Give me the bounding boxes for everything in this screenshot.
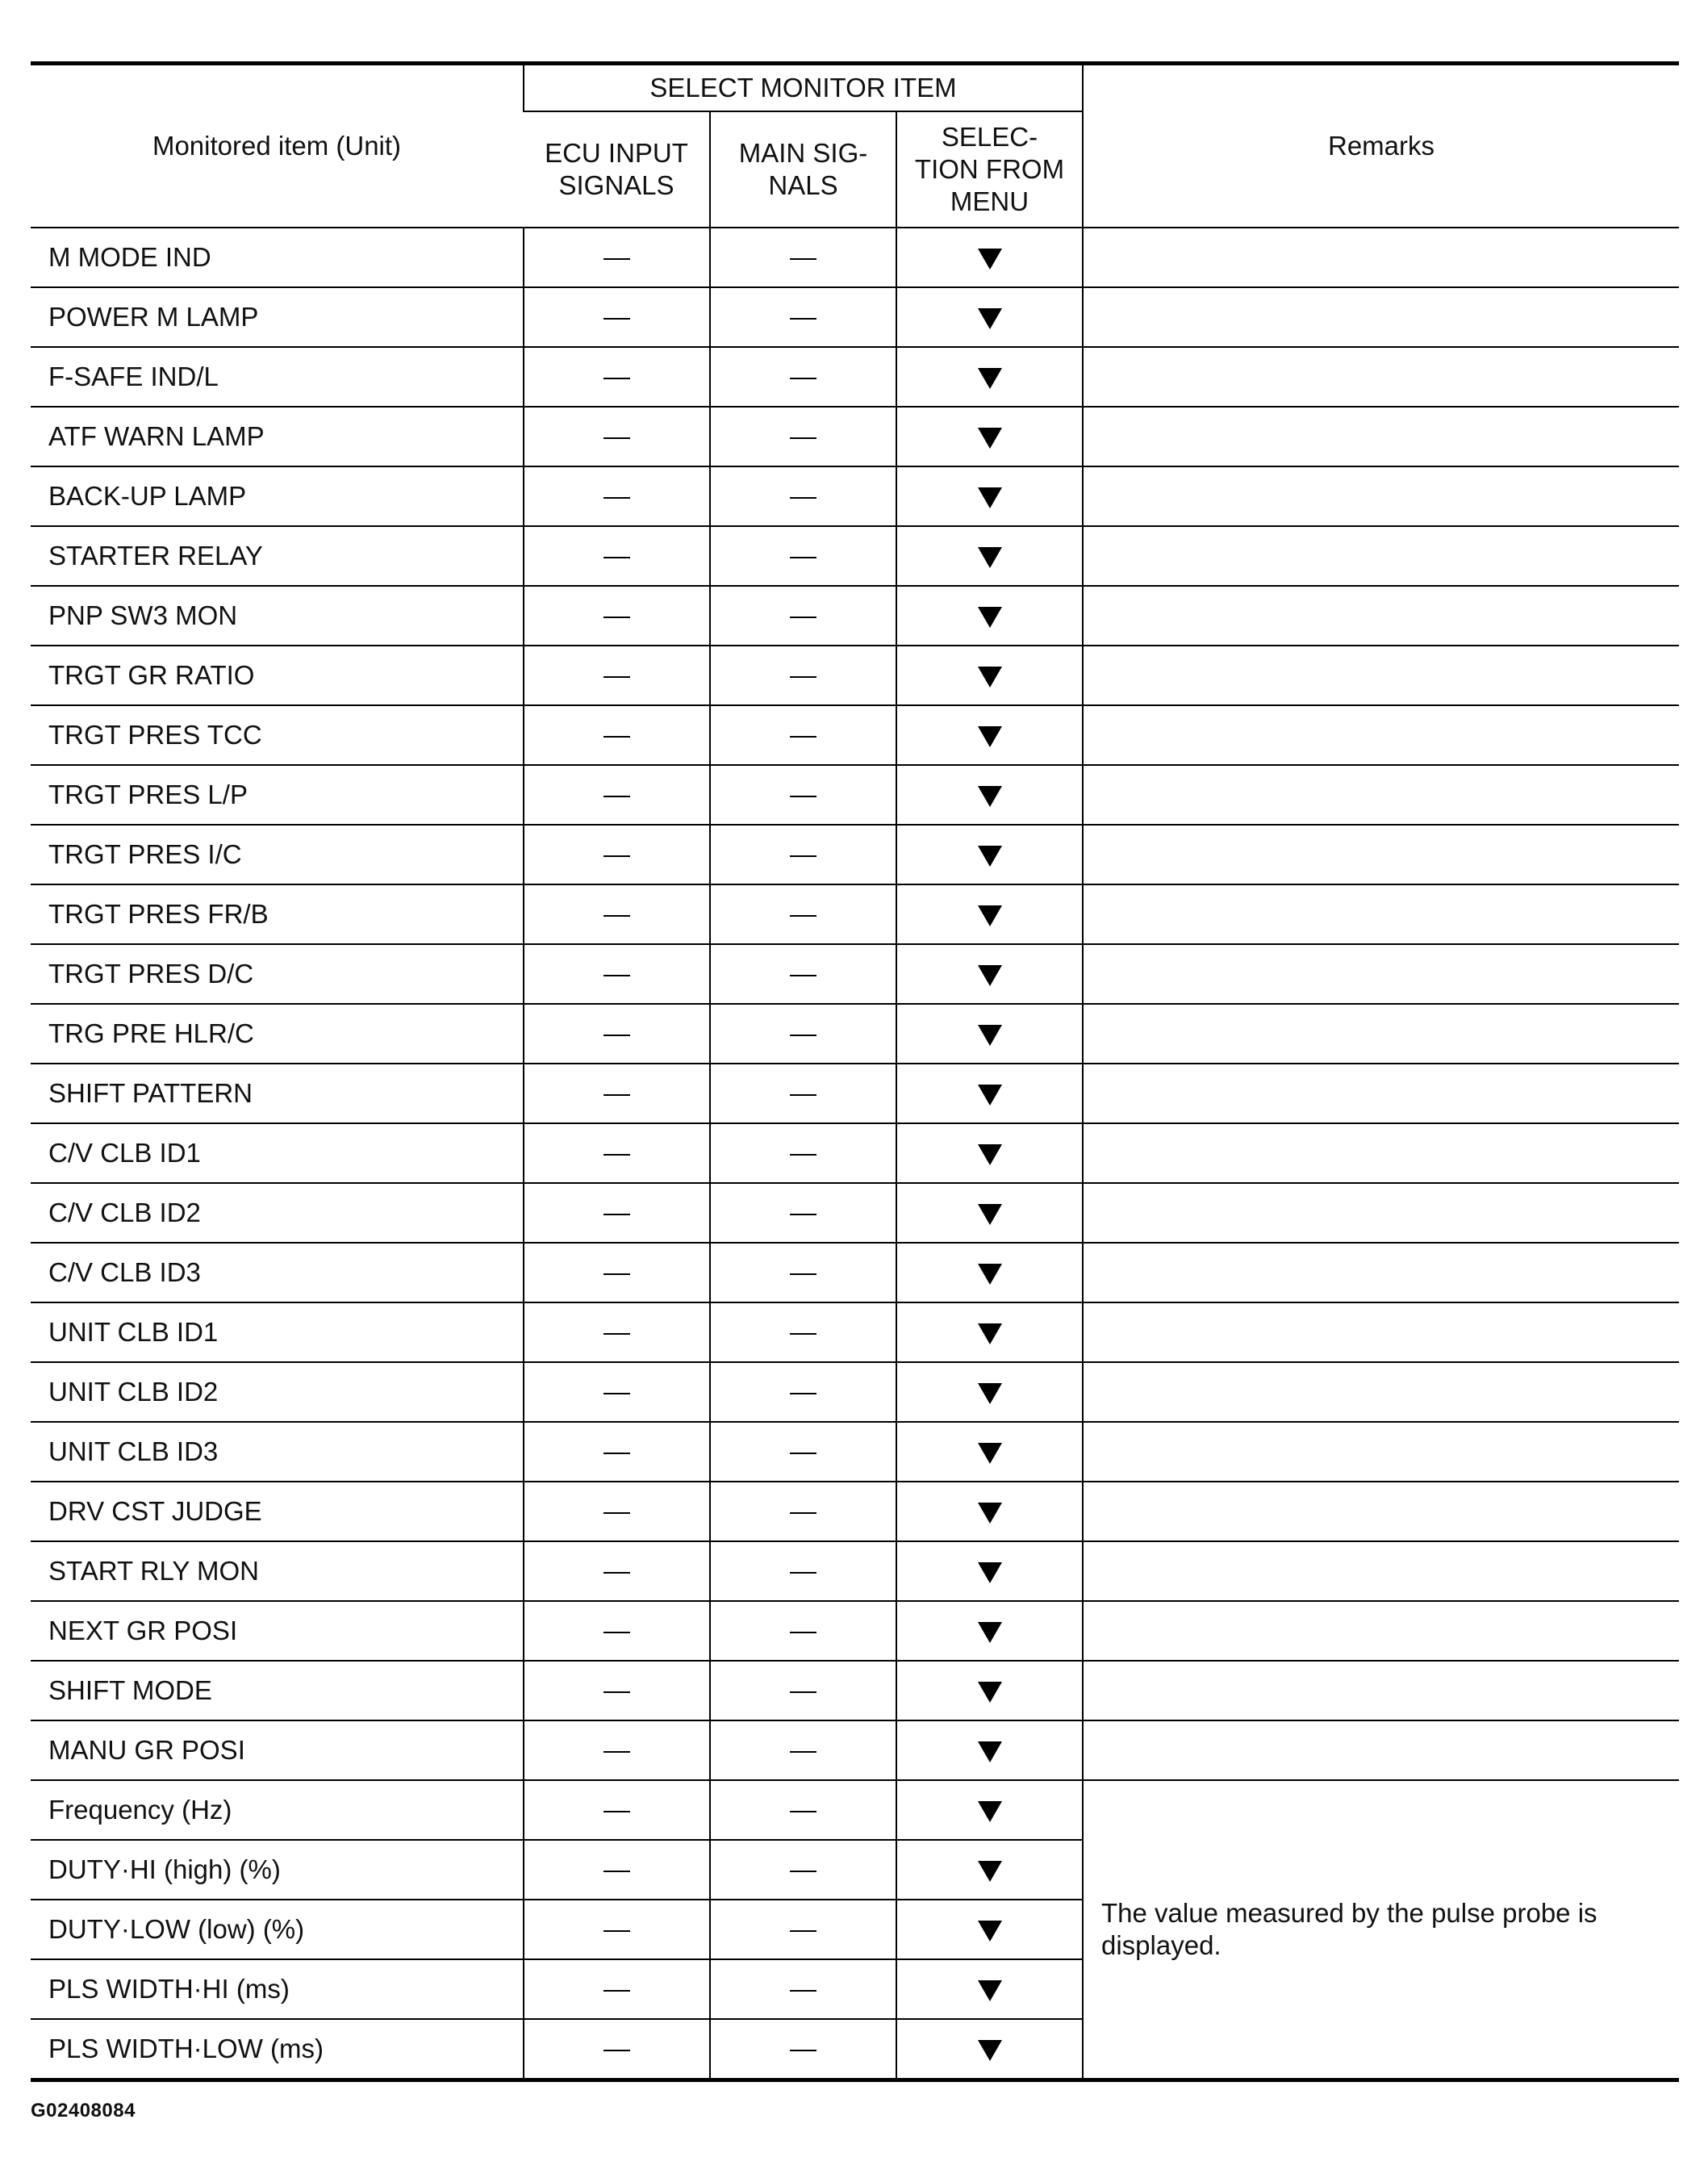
down-triangle-icon (978, 368, 1002, 389)
down-triangle-icon (978, 2040, 1002, 2061)
remarks-cell (1083, 646, 1679, 705)
down-triangle-icon (978, 308, 1002, 329)
main-cell (710, 1064, 896, 1123)
remarks-cell (1083, 1482, 1679, 1541)
em-dash-icon (790, 2050, 816, 2051)
ecu-cell (524, 1004, 710, 1064)
main-cell (710, 1004, 896, 1064)
monitored-item-cell: SHIFT MODE (31, 1661, 524, 1720)
main-cell (710, 825, 896, 884)
ecu-cell (524, 1064, 710, 1123)
selection-cell (896, 1362, 1083, 1422)
remarks-cell (1083, 526, 1679, 586)
down-triangle-icon (978, 1861, 1002, 1882)
em-dash-icon (603, 1632, 630, 1633)
header-selection-from-menu (896, 111, 1083, 228)
em-dash-icon (603, 1333, 630, 1335)
em-dash-icon (790, 1691, 816, 1693)
down-triangle-icon (978, 1144, 1002, 1165)
main-cell (710, 1900, 896, 1959)
table-row (31, 1302, 1679, 1362)
em-dash-icon (790, 617, 816, 618)
table-row (31, 347, 1679, 407)
remarks-cell (1083, 884, 1679, 944)
em-dash-icon (603, 258, 630, 260)
down-triangle-icon (978, 428, 1002, 449)
em-dash-icon (790, 1811, 816, 1812)
monitored-item-cell: POWER M LAMP (31, 287, 524, 347)
em-dash-icon (603, 975, 630, 976)
table-row (31, 1780, 1679, 1840)
ecu-cell (524, 765, 710, 825)
selection-cell (896, 825, 1083, 884)
table-row (31, 1362, 1679, 1422)
em-dash-icon (603, 2050, 630, 2051)
ecu-cell (524, 1362, 710, 1422)
em-dash-icon (790, 1871, 816, 1872)
remarks-cell (1083, 1720, 1679, 1780)
monitored-item-cell: TRGT PRES TCC (31, 705, 524, 765)
em-dash-icon (603, 736, 630, 738)
table-row (31, 586, 1679, 646)
em-dash-icon (603, 855, 630, 857)
monitored-item-cell: SHIFT PATTERN (31, 1064, 524, 1123)
main-cell (710, 1243, 896, 1302)
main-cell (710, 884, 896, 944)
monitored-item-cell: STARTER RELAY (31, 526, 524, 586)
ecu-cell (524, 1780, 710, 1840)
em-dash-icon (603, 1453, 630, 1454)
main-cell (710, 705, 896, 765)
table-row (31, 1183, 1679, 1243)
monitored-item-cell: MANU GR POSI (31, 1720, 524, 1780)
ecu-cell (524, 1840, 710, 1900)
em-dash-icon (603, 497, 630, 499)
down-triangle-icon (978, 1622, 1002, 1643)
selection-cell (896, 347, 1083, 407)
selection-cell (896, 944, 1083, 1004)
main-cell (710, 1422, 896, 1482)
em-dash-icon (603, 1871, 630, 1872)
em-dash-icon (603, 1930, 630, 1932)
ecu-cell (524, 646, 710, 705)
ecu-cell (524, 526, 710, 586)
ecu-cell (524, 944, 710, 1004)
remarks-cell (1083, 347, 1679, 407)
selection-cell (896, 646, 1083, 705)
monitored-item-cell: TRGT PRES D/C (31, 944, 524, 1004)
remarks-cell (1083, 1123, 1679, 1183)
remarks-cell (1083, 1243, 1679, 1302)
selection-cell (896, 1243, 1083, 1302)
down-triangle-icon (978, 607, 1002, 628)
em-dash-icon (603, 1691, 630, 1693)
down-triangle-icon (978, 1204, 1002, 1225)
selection-cell (896, 1302, 1083, 1362)
monitored-item-cell: TRGT PRES FR/B (31, 884, 524, 944)
em-dash-icon (603, 617, 630, 618)
header-row (31, 64, 1679, 112)
down-triangle-icon (978, 667, 1002, 688)
table-body (31, 228, 1679, 2080)
monitored-item-cell: PLS WIDTH·HI (ms) (31, 1959, 524, 2019)
down-triangle-icon (978, 1025, 1002, 1046)
header-select-monitor-item: SELECT MONITOR ITEM (524, 64, 1083, 112)
down-triangle-icon (978, 786, 1002, 807)
ecu-cell (524, 287, 710, 347)
em-dash-icon (790, 736, 816, 738)
remarks-cell (1083, 765, 1679, 825)
main-cell (710, 407, 896, 466)
em-dash-icon (790, 1512, 816, 1514)
em-dash-icon (603, 1811, 630, 1812)
remarks-cell (1083, 1183, 1679, 1243)
selection-cell (896, 586, 1083, 646)
selection-cell (896, 526, 1083, 586)
em-dash-icon (790, 1572, 816, 1574)
monitored-item-cell: DRV CST JUDGE (31, 1482, 524, 1541)
em-dash-icon (603, 915, 630, 917)
down-triangle-icon (978, 1921, 1002, 1942)
monitored-item-cell: UNIT CLB ID2 (31, 1362, 524, 1422)
main-cell (710, 1362, 896, 1422)
main-cell (710, 287, 896, 347)
ecu-cell (524, 586, 710, 646)
table-row (31, 1064, 1679, 1123)
table-row (31, 526, 1679, 586)
header-selection-line: TION FROM (914, 154, 1065, 184)
monitored-item-cell: DUTY·HI (high) (%) (31, 1840, 524, 1900)
em-dash-icon (603, 378, 630, 379)
table-row (31, 1243, 1679, 1302)
remarks-cell (1083, 944, 1679, 1004)
em-dash-icon (790, 975, 816, 976)
remarks-cell (1083, 1422, 1679, 1482)
ecu-cell (524, 347, 710, 407)
em-dash-icon (603, 676, 630, 678)
main-cell (710, 1959, 896, 2019)
header-ecu-input-signals (524, 111, 710, 228)
remarks-cell (1083, 287, 1679, 347)
main-cell (710, 1302, 896, 1362)
main-cell (710, 347, 896, 407)
remarks-cell (1083, 1541, 1679, 1601)
selection-cell (896, 1840, 1083, 1900)
header-ecu-line: ECU INPUT (545, 138, 688, 168)
main-cell (710, 228, 896, 287)
selection-cell (896, 1064, 1083, 1123)
remarks-cell (1083, 1362, 1679, 1422)
ecu-cell (524, 884, 710, 944)
em-dash-icon (603, 1572, 630, 1574)
monitored-item-cell: C/V CLB ID2 (31, 1183, 524, 1243)
down-triangle-icon (978, 1383, 1002, 1404)
table-row (31, 407, 1679, 466)
selection-cell (896, 228, 1083, 287)
em-dash-icon (603, 437, 630, 439)
selection-cell (896, 1422, 1083, 1482)
em-dash-icon (603, 1512, 630, 1514)
monitored-item-cell: PLS WIDTH·LOW (ms) (31, 2019, 524, 2080)
header-remarks: Remarks (1083, 64, 1679, 228)
ecu-cell (524, 1661, 710, 1720)
main-cell (710, 765, 896, 825)
monitored-item-cell: BACK-UP LAMP (31, 466, 524, 526)
ecu-cell (524, 1959, 710, 2019)
main-cell (710, 1661, 896, 1720)
remarks-cell (1083, 825, 1679, 884)
main-cell (710, 466, 896, 526)
down-triangle-icon (978, 1264, 1002, 1285)
monitored-item-cell: TRGT PRES L/P (31, 765, 524, 825)
down-triangle-icon (978, 1503, 1002, 1524)
down-triangle-icon (978, 1682, 1002, 1703)
remarks-cell (1083, 1601, 1679, 1661)
selection-cell (896, 1720, 1083, 1780)
table-row (31, 884, 1679, 944)
monitored-item-cell: ATF WARN LAMP (31, 407, 524, 466)
monitored-item-cell: TRGT GR RATIO (31, 646, 524, 705)
down-triangle-icon (978, 1562, 1002, 1583)
ecu-cell (524, 1243, 710, 1302)
em-dash-icon (603, 1990, 630, 1992)
monitored-item-cell: TRG PRE HLR/C (31, 1004, 524, 1064)
table-row (31, 1004, 1679, 1064)
table-row (31, 228, 1679, 287)
ecu-cell (524, 705, 710, 765)
table-row (31, 765, 1679, 825)
em-dash-icon (603, 1214, 630, 1215)
em-dash-icon (790, 915, 816, 917)
down-triangle-icon (978, 1085, 1002, 1106)
em-dash-icon (603, 1094, 630, 1096)
main-cell (710, 1541, 896, 1601)
monitored-item-cell: F-SAFE IND/L (31, 347, 524, 407)
main-cell (710, 1720, 896, 1780)
selection-cell (896, 1959, 1083, 2019)
em-dash-icon (790, 1751, 816, 1753)
em-dash-icon (790, 1154, 816, 1156)
ecu-cell (524, 825, 710, 884)
selection-cell (896, 287, 1083, 347)
down-triangle-icon (978, 726, 1002, 747)
em-dash-icon (790, 1632, 816, 1633)
monitored-item-cell: START RLY MON (31, 1541, 524, 1601)
selection-cell (896, 1183, 1083, 1243)
header-main-line: MAIN SIG- (738, 138, 868, 168)
selection-cell (896, 705, 1083, 765)
em-dash-icon (790, 1035, 816, 1036)
selection-cell (896, 1482, 1083, 1541)
table-row (31, 1482, 1679, 1541)
ecu-cell (524, 1541, 710, 1601)
table-row (31, 1541, 1679, 1601)
table-row (31, 1601, 1679, 1661)
table-row (31, 1720, 1679, 1780)
monitored-item-cell: C/V CLB ID3 (31, 1243, 524, 1302)
em-dash-icon (790, 1393, 816, 1394)
ecu-cell (524, 1601, 710, 1661)
monitored-item-cell: M MODE IND (31, 228, 524, 287)
em-dash-icon (790, 258, 816, 260)
em-dash-icon (790, 1990, 816, 1992)
monitored-item-cell: NEXT GR POSI (31, 1601, 524, 1661)
ecu-cell (524, 2019, 710, 2080)
em-dash-icon (603, 1273, 630, 1275)
em-dash-icon (603, 796, 630, 797)
down-triangle-icon (978, 846, 1002, 867)
down-triangle-icon (978, 547, 1002, 568)
selection-cell (896, 1541, 1083, 1601)
down-triangle-icon (978, 1980, 1002, 2001)
table-row (31, 705, 1679, 765)
table-row (31, 466, 1679, 526)
remarks-cell (1083, 228, 1679, 287)
selection-cell (896, 2019, 1083, 2080)
table-row (31, 1422, 1679, 1482)
header-ecu-line: SIGNALS (558, 170, 674, 200)
ecu-cell (524, 466, 710, 526)
ecu-cell (524, 1302, 710, 1362)
remarks-cell (1083, 586, 1679, 646)
em-dash-icon (603, 1154, 630, 1156)
main-cell (710, 1780, 896, 1840)
em-dash-icon (790, 796, 816, 797)
ecu-cell (524, 1123, 710, 1183)
monitored-item-cell: PNP SW3 MON (31, 586, 524, 646)
selection-cell (896, 407, 1083, 466)
down-triangle-icon (978, 1801, 1002, 1822)
selection-cell (896, 1004, 1083, 1064)
down-triangle-icon (978, 249, 1002, 270)
em-dash-icon (790, 1453, 816, 1454)
remarks-cell (1083, 1661, 1679, 1720)
figure-code: G02408084 (31, 2100, 136, 2122)
em-dash-icon (603, 1035, 630, 1036)
em-dash-icon (790, 437, 816, 439)
monitored-item-cell: UNIT CLB ID3 (31, 1422, 524, 1482)
down-triangle-icon (978, 965, 1002, 986)
selection-cell (896, 765, 1083, 825)
selection-cell (896, 1780, 1083, 1840)
em-dash-icon (603, 318, 630, 320)
remarks-cell (1083, 466, 1679, 526)
em-dash-icon (790, 855, 816, 857)
em-dash-icon (790, 318, 816, 320)
main-cell (710, 526, 896, 586)
table-row (31, 1661, 1679, 1720)
header-main-line: NALS (768, 170, 838, 200)
ecu-cell (524, 1900, 710, 1959)
header-selection-line: SELEC- (941, 122, 1038, 152)
table-row (31, 1123, 1679, 1183)
ecu-cell (524, 407, 710, 466)
em-dash-icon (790, 378, 816, 379)
remarks-cell (1083, 1064, 1679, 1123)
em-dash-icon (603, 1751, 630, 1753)
selection-cell (896, 1661, 1083, 1720)
main-cell (710, 2019, 896, 2080)
down-triangle-icon (978, 905, 1002, 926)
monitor-item-table (31, 61, 1679, 2082)
em-dash-icon (790, 676, 816, 678)
table-row (31, 944, 1679, 1004)
main-cell (710, 1482, 896, 1541)
main-cell (710, 1840, 896, 1900)
em-dash-icon (603, 1393, 630, 1394)
header-main-signals (710, 111, 896, 228)
remarks-cell (1083, 407, 1679, 466)
ecu-cell (524, 1183, 710, 1243)
main-cell (710, 646, 896, 705)
main-cell (710, 944, 896, 1004)
em-dash-icon (790, 497, 816, 499)
em-dash-icon (790, 1930, 816, 1932)
em-dash-icon (790, 1333, 816, 1335)
monitored-item-cell: TRGT PRES I/C (31, 825, 524, 884)
table-row (31, 287, 1679, 347)
monitored-item-cell: UNIT CLB ID1 (31, 1302, 524, 1362)
selection-cell (896, 466, 1083, 526)
monitored-item-cell: Frequency (Hz) (31, 1780, 524, 1840)
down-triangle-icon (978, 1443, 1002, 1464)
monitored-item-cell: DUTY·LOW (low) (%) (31, 1900, 524, 1959)
ecu-cell (524, 1422, 710, 1482)
table-row (31, 825, 1679, 884)
remarks-cell-pulse-probe: The value measured by the pulse probe is displayed. (1083, 1780, 1679, 2080)
main-cell (710, 586, 896, 646)
selection-cell (896, 1900, 1083, 1959)
remarks-cell (1083, 705, 1679, 765)
selection-cell (896, 884, 1083, 944)
em-dash-icon (790, 557, 816, 558)
table-row (31, 646, 1679, 705)
ecu-cell (524, 1482, 710, 1541)
monitored-item-cell: C/V CLB ID1 (31, 1123, 524, 1183)
em-dash-icon (790, 1094, 816, 1096)
em-dash-icon (790, 1214, 816, 1215)
down-triangle-icon (978, 1323, 1002, 1344)
header-selection-line: MENU (950, 186, 1029, 216)
main-cell (710, 1123, 896, 1183)
header-monitored-item: Monitored item (Unit) (152, 131, 402, 161)
remarks-cell (1083, 1004, 1679, 1064)
em-dash-icon (790, 1273, 816, 1275)
selection-cell (896, 1601, 1083, 1661)
ecu-cell (524, 1720, 710, 1780)
ecu-cell (524, 228, 710, 287)
selection-cell (896, 1123, 1083, 1183)
em-dash-icon (603, 557, 630, 558)
main-cell (710, 1601, 896, 1661)
remarks-cell (1083, 1302, 1679, 1362)
main-cell (710, 1183, 896, 1243)
down-triangle-icon (978, 487, 1002, 508)
down-triangle-icon (978, 1741, 1002, 1762)
